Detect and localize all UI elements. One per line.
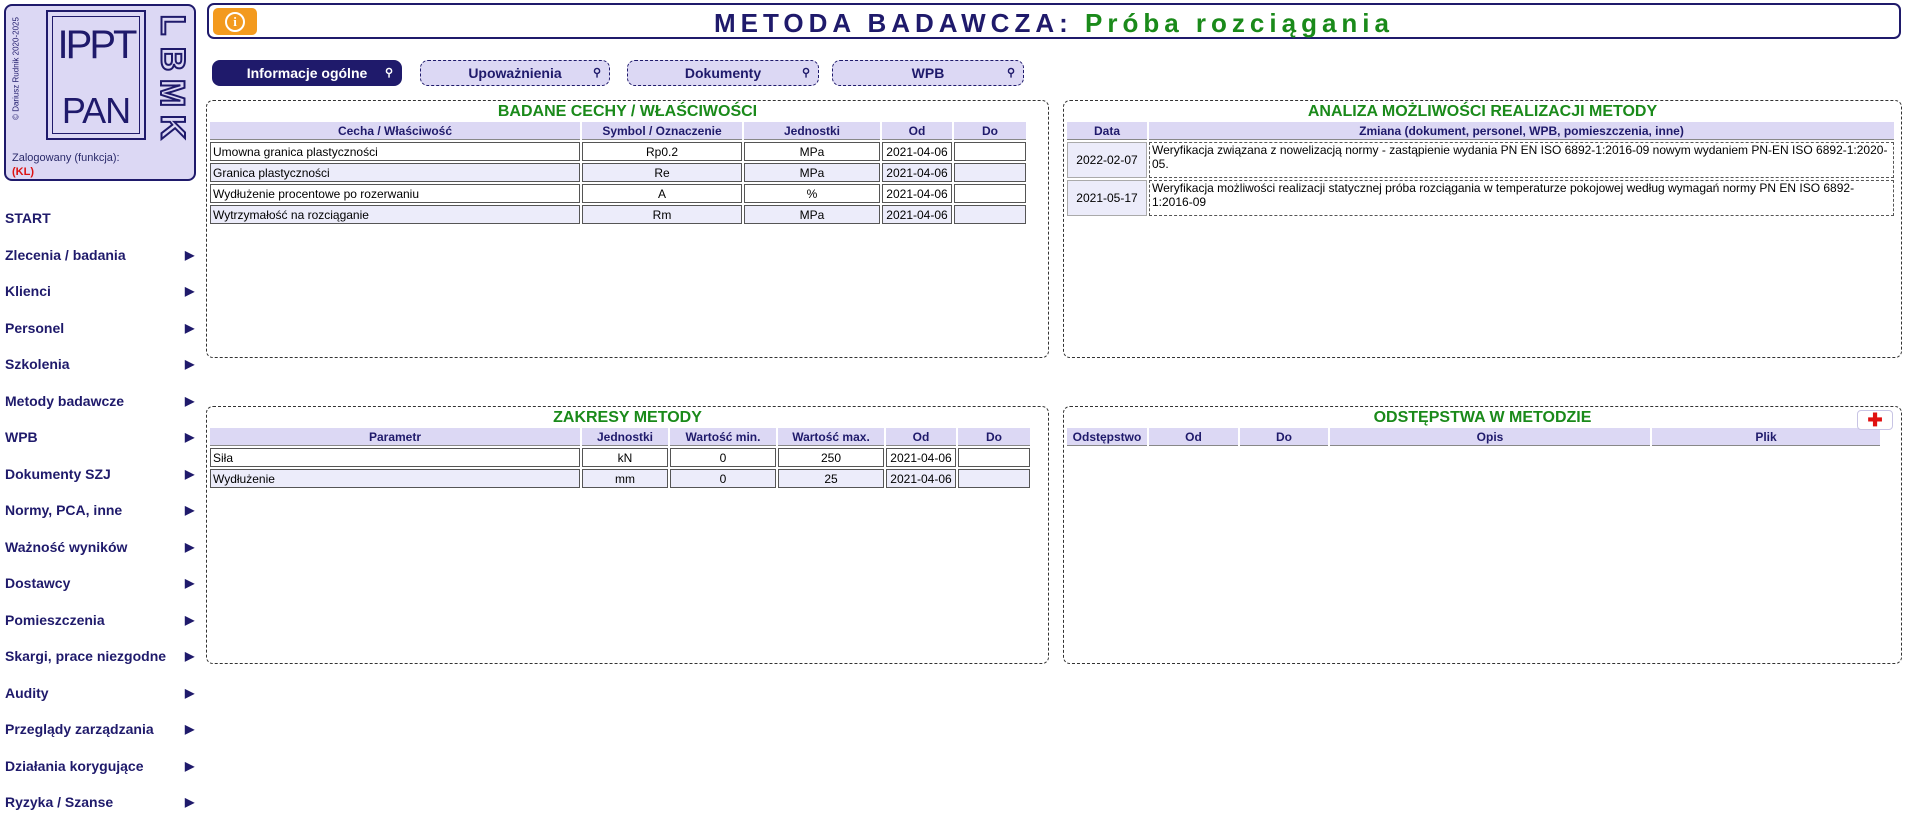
table-cell: MPa [744,205,880,224]
table-row[interactable] [210,142,1026,161]
page-title-method-name: Próba rozciągania [1085,8,1394,38]
table-row[interactable] [210,205,1026,224]
sidebar-item-label: Normy, PCA, inne [5,502,123,518]
features-panel [206,100,1049,358]
table-header-row [210,122,1026,140]
lbmk-letter: L [153,14,191,36]
table-cell [958,448,1030,467]
table-cell: 2021-04-06 [882,205,952,224]
sidebar-item-rooms[interactable] [0,607,200,644]
column-header[interactable]: Parametr [210,428,580,446]
sidebar-item-label: Szkolenia [5,356,70,372]
sidebar-item-audits[interactable] [0,680,200,717]
table-cell: 0 [670,469,776,488]
sidebar-item-start[interactable] [0,205,200,242]
table-cell: MPa [744,163,880,182]
arrow-right-icon: ▶ [185,284,195,298]
table-cell: Rp0.2 [582,142,742,161]
plus-icon: ✚ [1867,410,1883,430]
table-cell: 2021-04-06 [882,142,952,161]
table-cell: Siła [210,448,580,467]
table-cell: Weryfikacja związana z nowelizacją normy - zastąpienie wydania PN EN ISO 6892-1:2016-09 nowym wydaniem PN-EN ISO 6892-1:2020-05. [1149,142,1894,178]
column-header[interactable]: Opis [1330,428,1650,446]
sidebar-item-standards[interactable] [0,497,200,534]
deviations-panel [1063,406,1902,664]
arrow-right-icon: ▶ [185,722,195,736]
table-cell: 2021-04-06 [882,163,952,182]
lbmk-letter: M [152,78,191,108]
table-row[interactable] [210,448,1030,467]
arrow-right-icon: ▶ [185,430,195,444]
column-header[interactable]: Odstępstwo [1067,428,1147,446]
column-header[interactable]: Cecha / Właściwość [210,122,580,140]
sidebar-item-complaints[interactable] [0,643,200,680]
sidebar-item-label: Przeglądy zarządzania [5,721,154,737]
table-header-row [1067,428,1880,446]
column-header[interactable]: Do [954,122,1026,140]
tab-label: Upoważnienia [468,65,562,81]
info-icon: i [225,12,245,32]
pin-icon: ⚲ [592,67,601,79]
table-header-row [210,428,1030,446]
tab-documents[interactable] [627,60,819,86]
features-panel-title: BADANE CECHY / WŁAŚCIWOŚCI [497,103,758,120]
pin-icon: ⚲ [1006,67,1015,79]
logo-pan-text: PAN [61,90,131,131]
table-cell: 2021-04-06 [886,448,956,467]
table-cell [954,163,1026,182]
column-header[interactable]: Symbol / Oznaczenie [582,122,742,140]
table-cell: Umowna granica plastyczności [210,142,580,161]
tab-authorizations[interactable] [420,60,610,86]
arrow-right-icon: ▶ [185,539,195,554]
table-header-row [1067,122,1894,140]
sidebar-item-clients[interactable] [0,278,200,315]
sidebar-item-suppliers[interactable] [0,570,200,607]
column-header[interactable]: Jednostki [744,122,880,140]
table-cell: kN [582,448,668,467]
column-header[interactable]: Data [1067,122,1147,140]
table-cell: Re [582,163,742,182]
table-row[interactable] [1067,180,1894,216]
arrow-right-icon: ▶ [185,649,195,663]
column-header[interactable]: Wartość min. [670,428,776,446]
table-cell: 2022-02-07 [1067,142,1147,178]
arrow-right-icon: ▶ [185,466,195,481]
table-cell: A [582,184,742,203]
table-cell: Granica plastyczności [210,163,580,182]
table-row[interactable] [210,163,1026,182]
sidebar-item-label: Ryzyka / Szanse [5,794,114,810]
sidebar-item-label: Dostawcy [5,575,71,591]
ranges-panel-title: ZAKRESY METODY [553,409,702,426]
sidebar-item-training[interactable] [0,351,200,388]
table-cell: 2021-05-17 [1067,180,1147,216]
sidebar-item-label: Audity [5,684,49,701]
sidebar-item-label: Klienci [5,283,51,299]
table-cell: Wydłużenie procentowe po rozerwaniu [210,184,580,203]
table-cell: 250 [778,448,884,467]
table-cell: 0 [670,448,776,467]
lbmk-logo [152,8,192,144]
arrow-right-icon: ▶ [185,320,195,335]
table-cell: % [744,184,880,203]
arrow-right-icon: ▶ [185,758,195,773]
table-cell: Rm [582,205,742,224]
sidebar-item-label: Metody badawcze [5,392,125,409]
add-deviation-button[interactable] [1857,410,1893,430]
tab-label: Informacje ogólne [246,65,368,81]
page-header [207,3,1901,39]
sidebar-item-label: START [5,210,51,226]
column-header[interactable]: Plik [1652,428,1880,446]
copyright-text: © Dariusz Rudnik 2020-2025 [11,17,21,120]
table-cell: Wydłużenie [210,469,580,488]
table-cell [954,142,1026,161]
analysis-panel [1063,100,1902,358]
pin-icon: ⚲ [384,67,393,79]
page-title-prefix: METODA BADAWCZA: [714,8,1073,38]
table-cell: mm [582,469,668,488]
arrow-right-icon: ▶ [185,357,195,371]
logo-ippt-text: IPPT [57,23,135,67]
column-header[interactable]: Od [882,122,952,140]
deviations-table [1065,426,1882,448]
ranges-table [208,426,1032,490]
table-row[interactable] [1067,142,1894,178]
sidebar-item-label: Dokumenty SZJ [5,465,111,482]
table-cell: 25 [778,469,884,488]
sidebar-item-label: Ważność wyników [5,538,128,555]
table-row[interactable] [210,469,1030,488]
table-cell: 2021-04-06 [882,184,952,203]
analysis-table [1065,120,1896,218]
table-cell: Wytrzymałość na rozciąganie [210,205,580,224]
login-user[interactable]: (KL) [12,166,34,178]
table-cell: Weryfikacja możliwości realizacji statycznej próba rozciągania w temperaturze pokojowej według wymagań normy PN EN ISO 6892-1:2016-09 [1149,180,1894,216]
sidebar-item-result-validity[interactable] [0,534,200,571]
tab-general-info[interactable] [212,60,402,86]
arrow-right-icon: ▶ [185,393,195,408]
sidebar-item-label: Personel [5,319,65,336]
sidebar-item-szj-documents[interactable] [0,461,200,498]
tab-label: WPB [911,65,945,81]
sidebar-item-label: Zlecenia / badania [5,246,126,263]
pin-icon: ⚲ [801,67,810,79]
sidebar-item-wpb[interactable] [0,424,200,461]
tab-label: Dokumenty [684,65,762,81]
tab-wpb[interactable] [832,60,1024,86]
arrow-right-icon: ▶ [185,795,195,809]
ippt-pan-logo[interactable] [46,10,146,140]
table-cell [954,205,1026,224]
table-cell: MPa [744,142,880,161]
sidebar-item-label: WPB [5,429,38,445]
sidebar-item-personnel[interactable] [0,315,200,352]
table-cell [954,184,1026,203]
sidebar-item-label: Skargi, prace niezgodne [5,648,167,664]
column-header[interactable]: Od [886,428,956,446]
sidebar-item-risks[interactable] [0,789,200,826]
sidebar-item-orders[interactable] [0,242,200,279]
sidebar-item-label: Działania korygujące [5,757,144,774]
column-header[interactable]: Jednostki [582,428,668,446]
sidebar-nav [0,205,200,826]
deviations-panel-title: ODSTĘPSTWA W METODZIE [1373,409,1592,426]
table-cell [958,469,1030,488]
lbmk-letter: K [153,114,191,140]
sidebar-item-management-reviews[interactable] [0,716,200,753]
ippt-logo-frame [52,16,140,134]
arrow-right-icon: ▶ [185,685,195,700]
column-header[interactable]: Wartość max. [778,428,884,446]
arrow-right-icon: ▶ [185,576,195,590]
table-row[interactable] [210,184,1026,203]
arrow-right-icon: ▶ [185,612,195,627]
column-header[interactable]: Zmiana (dokument, personel, WPB, pomieszczenia, inne) [1149,122,1894,140]
logo-panel [4,4,196,181]
sidebar-item-label: Pomieszczenia [5,611,105,628]
sidebar-item-corrective-actions[interactable] [0,753,200,790]
login-label: Zalogowany (funkcja): [12,152,120,164]
features-table [208,120,1028,226]
table-cell: 2021-04-06 [886,469,956,488]
arrow-right-icon: ▶ [185,503,195,517]
column-header[interactable]: Od [1149,428,1238,446]
column-header[interactable]: Do [1240,428,1328,446]
lbmk-letter: B [153,46,191,72]
sidebar-item-test-methods[interactable] [0,388,200,425]
column-header[interactable]: Do [958,428,1030,446]
ranges-panel [206,406,1049,664]
analysis-panel-title: ANALIZA MOŻLIWOŚCI REALIZACJI METODY [1307,103,1658,120]
page-title [209,8,1899,39]
arrow-right-icon: ▶ [185,247,195,262]
